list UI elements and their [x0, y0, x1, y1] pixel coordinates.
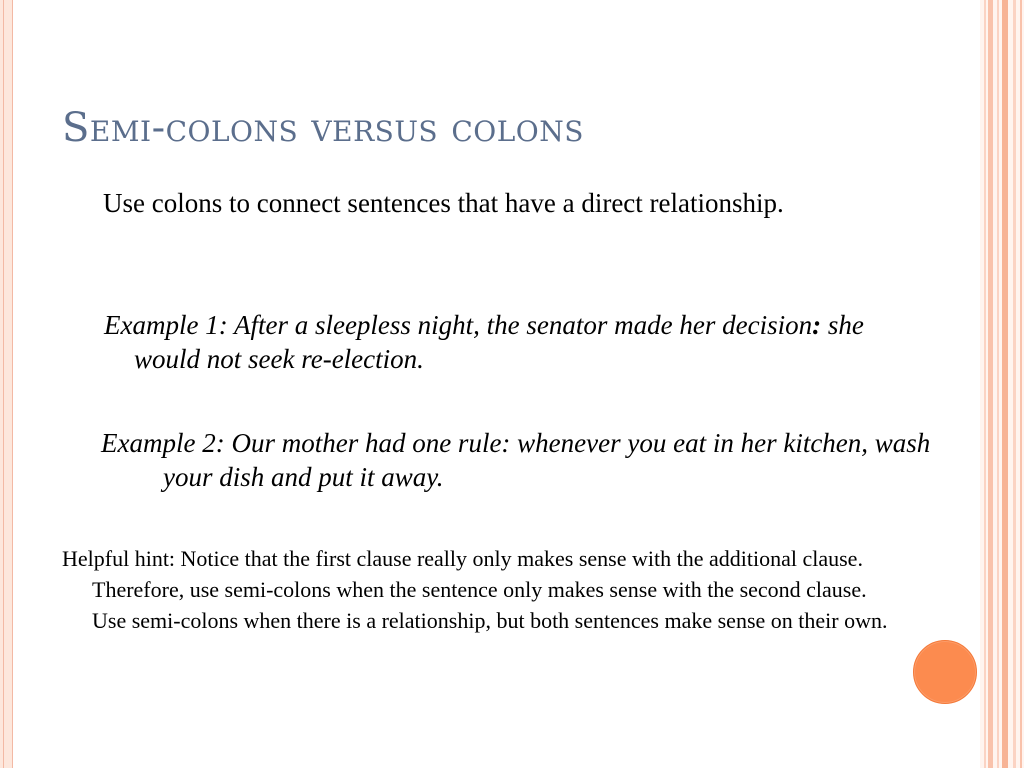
- stripe: [1002, 0, 1008, 768]
- orange-circle-decoration: [913, 640, 977, 704]
- intro-paragraph: Use colons to connect sentences that have a direct relationship.: [103, 188, 784, 218]
- example-1-text: Example 1: After a sleepless night, the senator made her decision: [104, 310, 813, 340]
- stripe: [1013, 0, 1016, 768]
- example-1: [104, 308, 894, 376]
- stripe: [997, 0, 999, 768]
- helpful-hint: Helpful hint: Notice that the first clause really only makes sense with the additional clause. Therefore, use semi-colons when the sentence only makes sense with the second clause. Use semi-colons when there is a relationship, but both sentences make sense on their own.: [62, 546, 888, 633]
- example-2: Example 2: Our mother had one rule: whenever you eat in her kitchen, wash your dish and put it away.: [101, 428, 931, 493]
- slide-title: Semi-colons versus colons: [62, 105, 584, 151]
- example-1-colon: :: [812, 310, 822, 340]
- example-1-continuation: she would not seek re-election.: [134, 310, 864, 375]
- left-border-line: [3, 0, 4, 768]
- stripe: [1020, 0, 1022, 768]
- left-border: [0, 0, 13, 768]
- right-decorative-stripes: [980, 0, 1024, 768]
- stripe: [984, 0, 986, 768]
- stripe: [988, 0, 993, 768]
